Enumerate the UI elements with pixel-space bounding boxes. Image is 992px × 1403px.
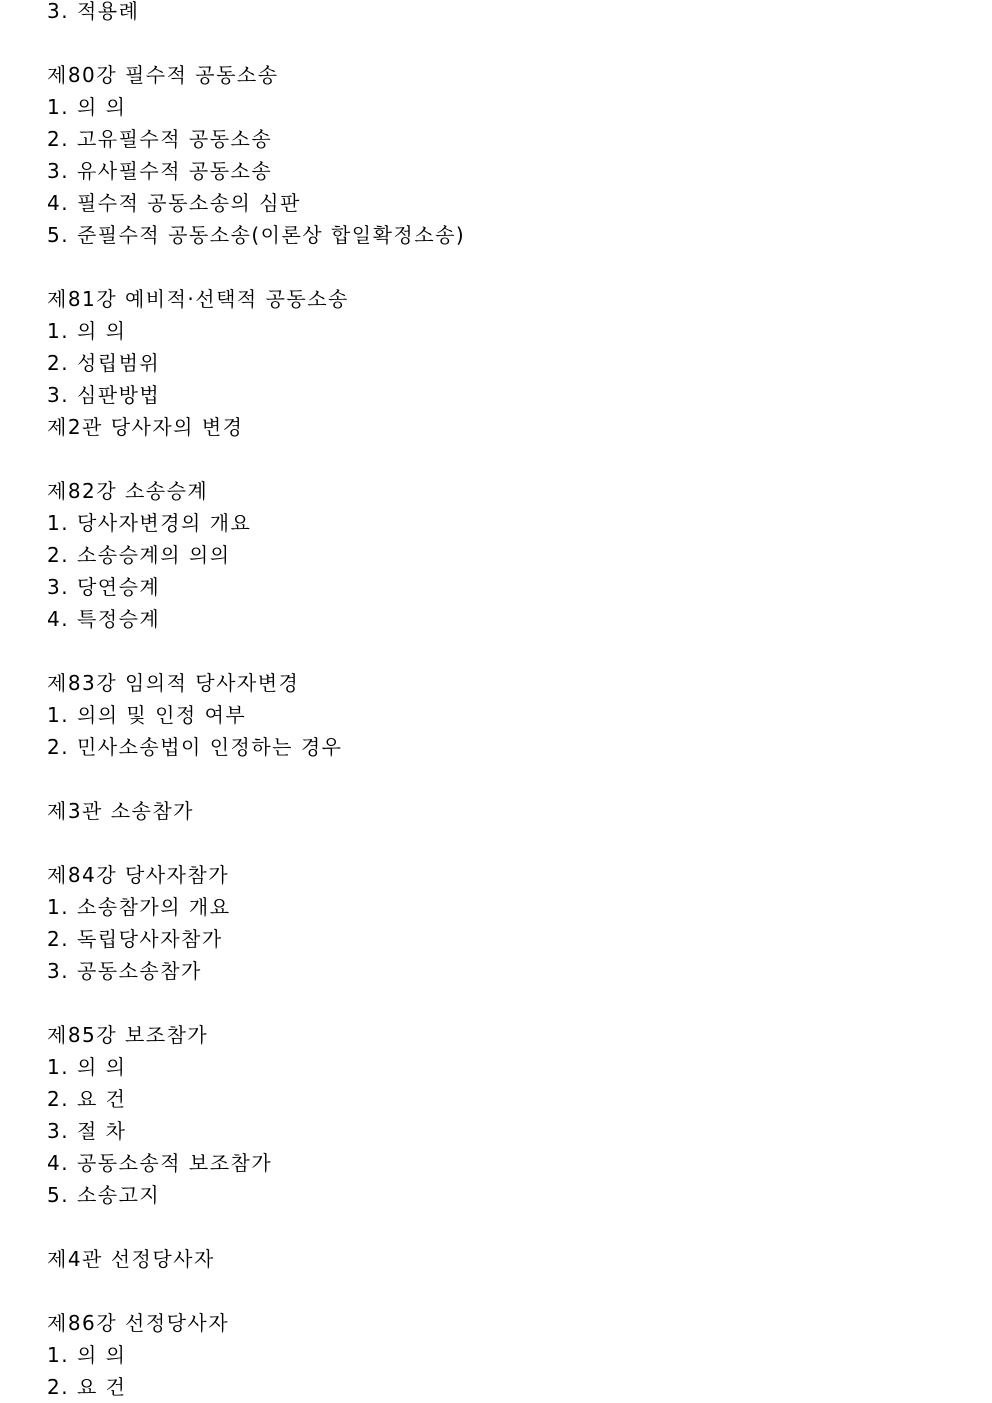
list-item: 3. 유사필수적 공동소송 (47, 159, 273, 183)
section-heading: 제4관 선정당사자 (47, 1247, 215, 1271)
list-item: 1. 의 의 (47, 319, 127, 343)
list-item: 2. 소송승계의 의의 (47, 543, 231, 567)
list-item: 1. 의 의 (47, 1055, 127, 1079)
list-item: 2. 요 건 (47, 1087, 127, 1111)
list-item: 4. 공동소송적 보조참가 (47, 1151, 273, 1175)
list-item: 1. 의의 및 인정 여부 (47, 703, 247, 727)
list-item: 3. 공동소송참가 (47, 959, 202, 983)
list-item: 3. 당연승계 (47, 575, 161, 599)
list-item: 1. 소송참가의 개요 (47, 895, 231, 919)
blank-line (47, 635, 952, 667)
list-item: 5. 준필수적 공동소송(이론상 합일확정소송) (47, 223, 466, 247)
section-heading: 제2관 당사자의 변경 (47, 415, 244, 439)
list-item: 4. 특정승계 (47, 607, 161, 631)
blank-line (47, 987, 952, 1019)
blank-line (47, 827, 952, 859)
section-heading: 제3관 소송참가 (47, 799, 195, 823)
list-item: 1. 당사자변경의 개요 (47, 511, 252, 535)
lecture-heading: 제80강 필수적 공동소송 (47, 63, 279, 87)
lecture-heading: 제85강 보조참가 (47, 1023, 209, 1047)
list-item: 3. 적용례 (47, 0, 140, 23)
list-item: 1. 의 의 (47, 95, 127, 119)
blank-line (47, 443, 952, 475)
list-item: 3. 절 차 (47, 1119, 127, 1143)
list-item: 2. 성립범위 (47, 351, 161, 375)
lecture-heading: 제84강 당사자참가 (47, 863, 230, 887)
blank-line (47, 1275, 952, 1307)
list-item: 2. 요 건 (47, 1375, 127, 1399)
lecture-heading: 제83강 임의적 당사자변경 (47, 671, 300, 695)
document-body (47, 0, 952, 1403)
blank-line (47, 27, 952, 59)
lecture-heading: 제86강 선정당사자 (47, 1311, 230, 1335)
list-item: 5. 소송고지 (47, 1183, 161, 1207)
blank-line (47, 763, 952, 795)
list-item: 4. 필수적 공동소송의 심판 (47, 191, 301, 215)
blank-line (47, 1211, 952, 1243)
lecture-heading: 제82강 소송승계 (47, 479, 209, 503)
list-item: 2. 고유필수적 공동소송 (47, 127, 273, 151)
list-item: 2. 민사소송법이 인정하는 경우 (47, 735, 343, 759)
blank-line (47, 251, 952, 283)
list-item: 1. 의 의 (47, 1343, 127, 1367)
lecture-heading: 제81강 예비적·선택적 공동소송 (47, 287, 349, 311)
list-item: 3. 심판방법 (47, 383, 161, 407)
list-item: 2. 독립당사자참가 (47, 927, 223, 951)
